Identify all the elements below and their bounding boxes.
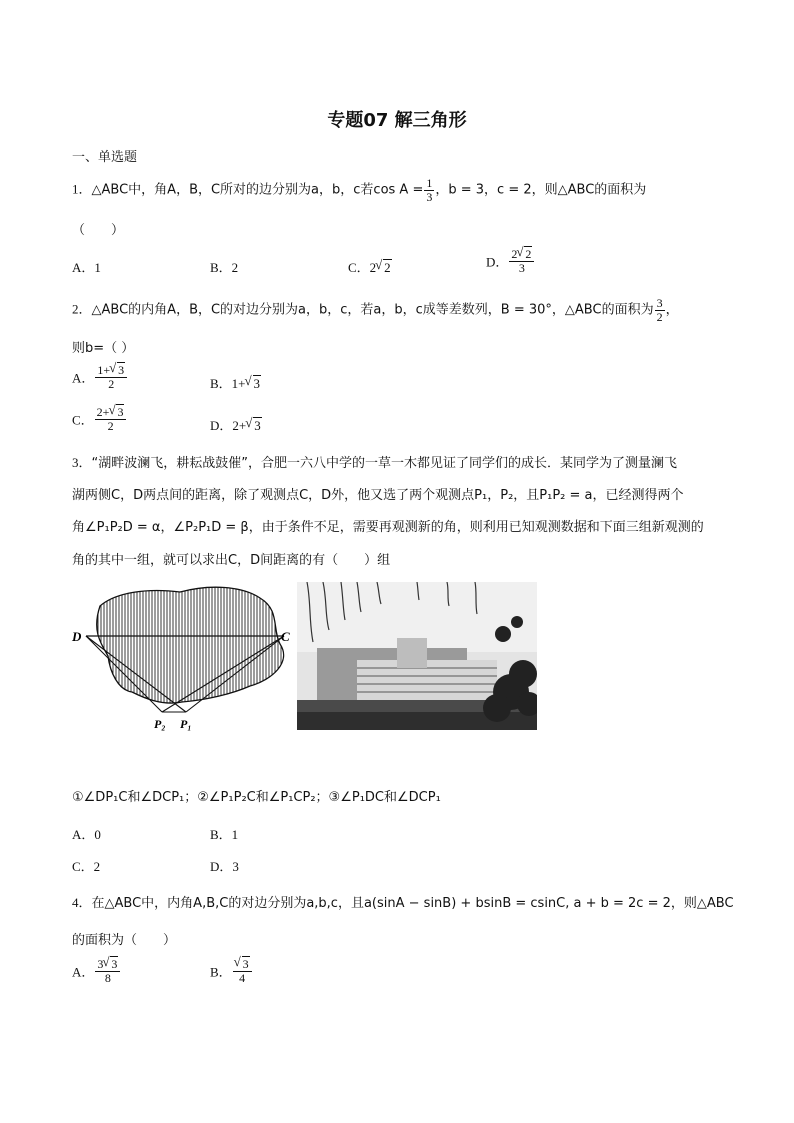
option-c: [348, 257, 392, 276]
lake-diagram: [70, 582, 296, 734]
radical: [246, 376, 262, 392]
question-number: 3．: [72, 455, 92, 470]
question-4-line2: 的面积为（ ）: [72, 933, 177, 948]
radical: [235, 958, 250, 971]
radical: [246, 418, 262, 434]
radical: [517, 248, 532, 261]
option-label: A．: [72, 370, 95, 386]
question-3-line1: [72, 452, 677, 471]
question-number: 1．: [72, 181, 92, 197]
point-p1-label: P₁: [180, 717, 192, 731]
radical: [103, 958, 118, 971]
radicand: 2: [384, 260, 391, 275]
question-number: 4．: [72, 895, 92, 910]
option-label: C．: [72, 412, 94, 428]
option-label: D．: [210, 418, 233, 433]
fraction: [95, 958, 120, 984]
option-label: B．: [210, 376, 232, 391]
numerator: [509, 248, 534, 262]
numerator: [233, 958, 252, 972]
term: 1+: [231, 376, 246, 391]
denominator: 2: [107, 418, 114, 433]
page-title: 专题07 解三角形: [327, 110, 467, 131]
option-d: D．3: [210, 859, 239, 874]
radical: [109, 406, 124, 419]
option-c: C．2: [72, 859, 101, 874]
option-label: A．: [72, 260, 95, 275]
fraction: [509, 248, 534, 274]
question-3-line2: 湖两侧C，D两点间的距离，除了观测点C，D外，他又选了两个观测点P₁，P₂，且P₁P₂ = a，已经测得两个: [72, 488, 684, 503]
denominator: 3: [426, 189, 433, 204]
denominator: 2: [108, 376, 115, 391]
option-b: [210, 958, 253, 984]
denominator: 4: [239, 970, 246, 985]
option-label: A．: [72, 964, 95, 980]
radicand: 3: [254, 418, 261, 433]
denominator: 3: [518, 260, 525, 275]
denominator: 8: [104, 970, 111, 985]
radicand: 3: [242, 957, 249, 971]
option-label: B．: [210, 260, 232, 275]
term: 2+: [232, 418, 247, 433]
option-label: D．: [486, 254, 509, 270]
option-b: [210, 257, 238, 276]
lake-shape: [97, 587, 284, 703]
radicand: 3: [253, 376, 261, 391]
question-3-line4: 角的其中一组，就可以求出C，D间距离的有（ ）组: [72, 553, 391, 568]
option-b: B．1: [210, 827, 239, 842]
radicand: 3: [117, 405, 124, 419]
question-4-line1: [72, 892, 734, 911]
coef: 2: [511, 247, 518, 261]
radical: [376, 260, 392, 276]
option-a: A．0: [72, 827, 101, 842]
answer-paren: （ ）: [72, 223, 125, 238]
numerator: [95, 364, 127, 378]
question-text: ，b = 3，c = 2，则△ABC的面积为: [435, 182, 647, 198]
point-p2-label: P₂: [154, 717, 166, 731]
fraction: [655, 297, 665, 323]
punctuation: ，: [665, 302, 679, 318]
radicand: 3: [111, 957, 118, 971]
option-value: 2: [231, 260, 239, 275]
question-text: “湖畔波澜飞，耕耘战鼓催”，合肥一六八中学的一草一木都见证了同学们的成长．某同学为了测量澜飞: [91, 456, 677, 471]
question-2-line2: 则b=（ ）: [72, 341, 135, 356]
numerator: 1: [426, 176, 433, 190]
option-value: 2: [369, 260, 377, 275]
question-2-stem: [72, 297, 679, 323]
coef: 3: [97, 957, 104, 971]
fraction: [424, 177, 434, 203]
option-d: [210, 415, 262, 434]
option-d: [486, 248, 535, 274]
option-a: [72, 364, 128, 390]
fraction: [95, 364, 127, 390]
numerator: [95, 958, 120, 972]
question-1-stem: [72, 177, 646, 203]
option-label: C．: [348, 260, 370, 275]
question-text: 在△ABC中，内角A,B,C的对边分别为a,b,c，且a(sinA − sinB) + bsinB = csinC, a + b = 2c = 2，则△ABC: [91, 896, 734, 911]
radicand: 2: [525, 247, 532, 261]
term: 1+: [97, 363, 111, 377]
option-value: 1: [94, 260, 101, 275]
option-a: [72, 257, 101, 276]
term: 2+: [96, 405, 110, 419]
denominator: 2: [656, 309, 663, 324]
section-heading: 一、单选题: [72, 150, 138, 165]
campus-photo: [297, 582, 537, 730]
radicand: 3: [118, 363, 125, 377]
fraction: [95, 406, 127, 432]
question-text: △ABC的内角A，B，C的对边分别为a，b，c，若a，b，c成等差数列，B = 30°，△ABC的面积为: [91, 302, 654, 318]
point-d-label: D: [72, 629, 82, 644]
radical: [110, 364, 125, 377]
fraction: [233, 958, 252, 984]
option-c: [72, 406, 127, 432]
question-number: 2．: [72, 301, 92, 317]
question-text: △ABC中，角A，B，C所对的边分别为a，b，c若cos A =: [91, 182, 424, 198]
numerator: [95, 406, 127, 420]
point-c-label: C: [281, 629, 290, 644]
option-a: [72, 958, 121, 984]
question-3-conditions: ①∠DP₁C和∠DCP₁；②∠P₁P₂C和∠P₁CP₂；③∠P₁DC和∠DCP₁: [72, 790, 441, 805]
numerator: 3: [656, 296, 663, 310]
option-label: B．: [210, 964, 232, 980]
question-3-line3: 角∠P₁P₂D = α，∠P₂P₁D = β，由于条件不足，需要再观测新的角，则利用已知观测数据和下面三组新观测的: [72, 520, 704, 535]
option-b: [210, 373, 261, 392]
